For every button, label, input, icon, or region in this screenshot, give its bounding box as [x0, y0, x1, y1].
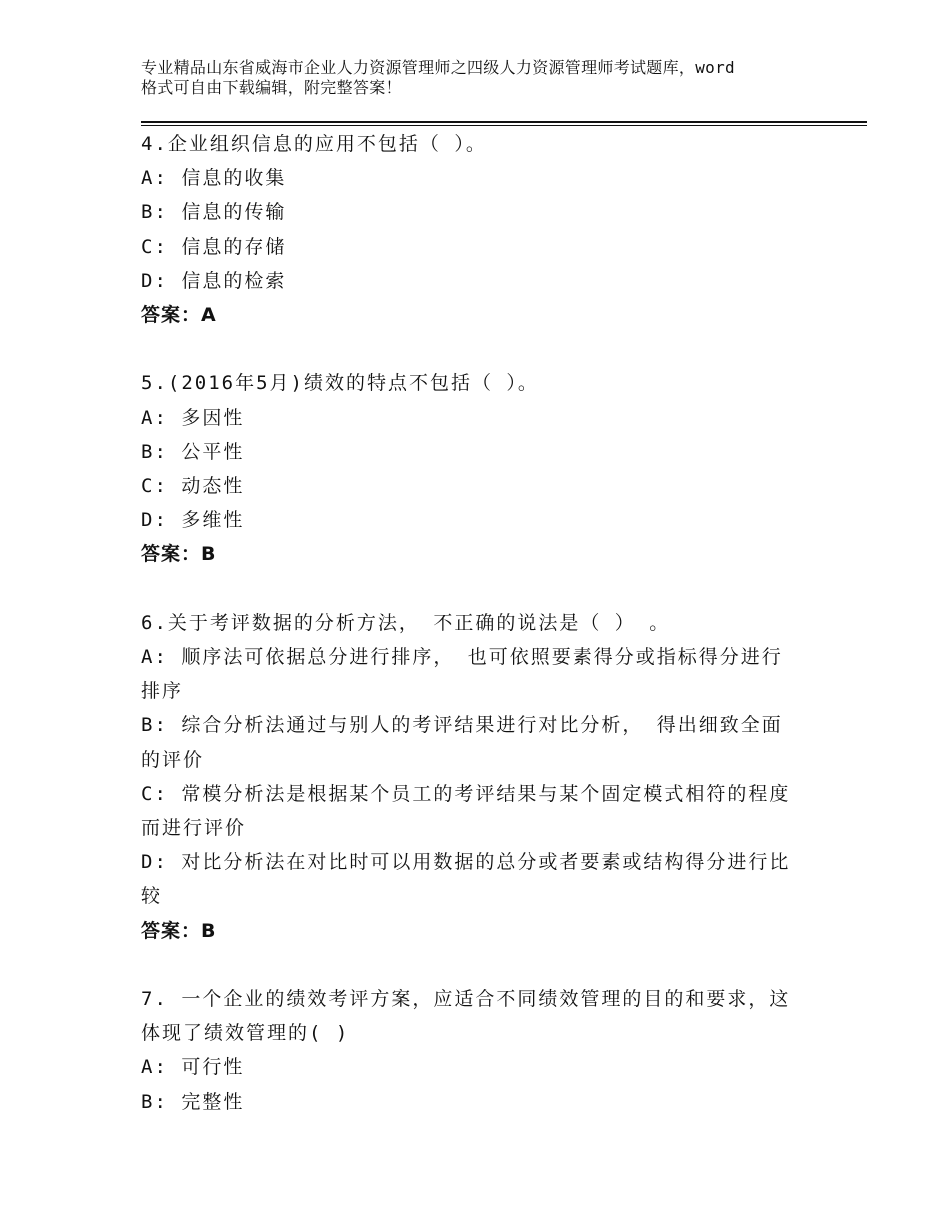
header-line-2: 格式可自由下载编辑，附完整答案！: [141, 78, 402, 97]
answer-option: C: 动态性: [141, 475, 245, 498]
answer-option: D: 对比分析法在对比时可以用数据的总分或者要素或结构得分进行比: [141, 851, 791, 874]
answer-option: A: 多因性: [141, 406, 245, 429]
question-block: [141, 127, 821, 332]
header-divider-thin: [141, 125, 867, 126]
answer-option: 而进行评价: [141, 817, 247, 840]
question-stem: 5.(2016年5月)绩效的特点不包括（ ）。: [141, 372, 539, 395]
question-stem: 7. 一个企业的绩效考评方案，应适合不同绩效管理的目的和要求，这: [141, 988, 791, 1011]
answer-option: B: 综合分析法通过与别人的考评结果进行对比分析， 得出细致全面: [141, 714, 783, 737]
answer-key: 答案：B: [141, 919, 217, 942]
header-line-1: 专业精品山东省威海市企业人力资源管理师之四级人力资源管理师考试题库，word: [141, 58, 735, 77]
answer-option: 的评价: [141, 748, 205, 771]
answer-option: A: 顺序法可依据总分进行排序， 也可依照要素得分或指标得分进行: [141, 646, 783, 669]
answer-key: 答案：A: [141, 304, 217, 327]
answer-option: B: 信息的传输: [141, 201, 287, 224]
answer-option: B: 公平性: [141, 440, 245, 463]
question-block: [141, 982, 821, 1119]
answer-option: B: 完整性: [141, 1090, 245, 1113]
answer-option: A: 可行性: [141, 1056, 245, 1079]
answer-option: C: 常模分析法是根据某个员工的考评结果与某个固定模式相符的程度: [141, 782, 791, 805]
answer-key: 答案：B: [141, 543, 217, 566]
document-header: [141, 58, 841, 98]
question-list: [141, 127, 821, 1153]
question-stem: 4.企业组织信息的应用不包括（ ）。: [141, 133, 487, 155]
answer-option: D: 多维性: [141, 509, 245, 532]
answer-option: 排序: [141, 680, 184, 703]
question-stem: 体现了绩效管理的( ): [141, 1022, 350, 1045]
answer-option: C: 信息的存储: [141, 235, 287, 258]
header-divider-thick: [141, 121, 867, 123]
question-block: [141, 366, 821, 571]
answer-option: A: 信息的收集: [141, 167, 287, 190]
answer-option: 较: [141, 885, 163, 908]
question-stem: 6.关于考评数据的分析方法， 不正确的说法是（ ） 。: [141, 611, 671, 634]
answer-option: D: 信息的检索: [141, 269, 287, 292]
question-block: [141, 606, 821, 948]
